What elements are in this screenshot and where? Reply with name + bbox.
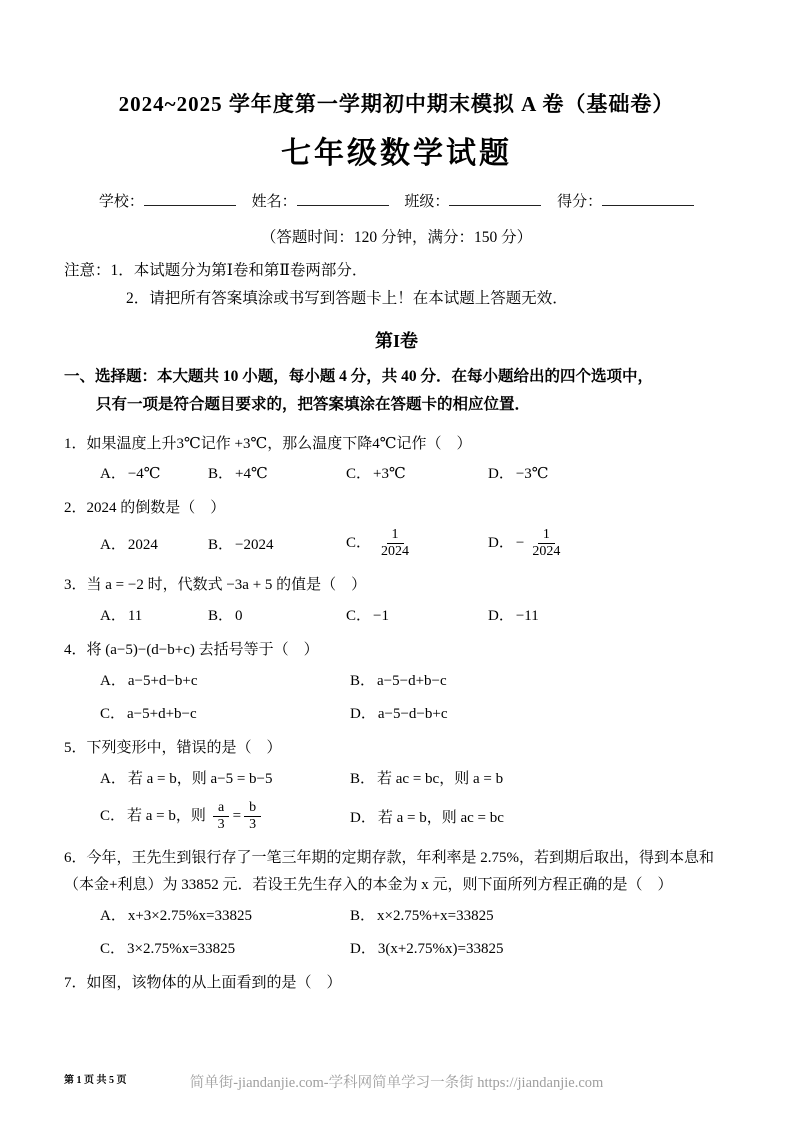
watermark-text: 简单街-jiandanjie.com-学科网简单学习一条街 https://jiandanjie.com bbox=[189, 1075, 604, 1091]
option-text bbox=[515, 527, 568, 560]
option-label: B． bbox=[208, 466, 234, 483]
option-label: A． bbox=[100, 537, 126, 554]
question-3-option-d bbox=[488, 604, 729, 625]
exam-title-line2: 七年级数学试题 bbox=[281, 137, 512, 170]
option-text bbox=[128, 673, 198, 689]
question-1 bbox=[64, 431, 729, 484]
class-field bbox=[404, 190, 541, 211]
option-text-segment: 若 a = b，则 bbox=[127, 807, 210, 824]
option-text-segment: −3℃ bbox=[515, 466, 549, 483]
fraction-numerator: 1 bbox=[538, 527, 555, 544]
fraction bbox=[213, 800, 230, 833]
question-6-option-a bbox=[100, 904, 350, 925]
option-text bbox=[373, 608, 389, 624]
question-6-stem: 6．今年，王先生到银行存了一笔三年期的定期存款，年利率是 2.75%，若到期后取出，得到本息和（本金+利息）为 33852 元．若设王先生存入的本金为 x 元，则下面所列方程正确的是（ ） bbox=[64, 849, 714, 894]
option-text bbox=[378, 706, 448, 722]
question-4-options bbox=[100, 669, 729, 723]
option-text-segment: 3×2.75%x=33825 bbox=[127, 941, 236, 958]
score-blank bbox=[602, 190, 694, 206]
question-2 bbox=[64, 495, 729, 560]
option-label: A． bbox=[100, 908, 126, 925]
option-text-segment: −4℃ bbox=[127, 466, 161, 483]
option-text-segment: 若 a = b，则 ac = bc bbox=[377, 809, 504, 826]
notice-line-2: 2．请把所有答案填涂或书写到答题卡上！在本试题上答题无效． bbox=[126, 289, 568, 307]
section-intro-line-1: 一、选择题：本大题共 10 小题，每小题 4 分，共 40 分．在每小题给出的四个选项中， bbox=[64, 367, 654, 385]
question-2-options bbox=[100, 527, 729, 560]
option-label: C． bbox=[346, 608, 372, 624]
questions bbox=[64, 431, 729, 998]
question-5-option-a bbox=[100, 767, 350, 788]
question-5-option-b bbox=[350, 767, 729, 788]
option-text bbox=[377, 908, 494, 924]
question-6-option-d bbox=[350, 937, 729, 958]
question-6 bbox=[64, 845, 729, 959]
fraction-numerator: 1 bbox=[387, 527, 404, 544]
school-field bbox=[99, 190, 236, 211]
option-text-segment: −11 bbox=[515, 608, 539, 624]
fraction bbox=[527, 527, 565, 560]
option-text-segment: 若 a = b，则 a−5 = b−5 bbox=[127, 770, 273, 787]
option-text bbox=[127, 799, 264, 832]
section-intro-line-2: 只有一项是符合题目要求的，把答案填涂在答题卡的相应位置． bbox=[96, 395, 531, 413]
score-field bbox=[557, 190, 694, 211]
fraction-denominator: 3 bbox=[217, 816, 225, 832]
option-label: A． bbox=[100, 466, 126, 483]
section-intro bbox=[64, 363, 729, 419]
option-text bbox=[127, 941, 235, 957]
option-text-segment: +4℃ bbox=[235, 466, 268, 483]
option-label: C． bbox=[346, 535, 372, 552]
question-1-stem: 1．如果温度上升3℃记作 +3℃，那么温度下降4℃记作（ ） bbox=[64, 435, 472, 452]
student-info-line bbox=[64, 190, 729, 211]
question-5 bbox=[64, 735, 729, 833]
option-label: D． bbox=[488, 466, 514, 483]
option-label: C． bbox=[100, 941, 126, 958]
option-text bbox=[235, 608, 243, 624]
option-text bbox=[373, 466, 406, 482]
option-text-segment: = bbox=[232, 807, 242, 824]
option-text-segment: 若 ac = bc，则 a = b bbox=[377, 770, 504, 787]
option-text bbox=[127, 706, 197, 722]
option-text-segment: x×2.75%+x=33825 bbox=[377, 908, 494, 925]
exam-meta: （答题时间：120 分钟，满分：150 分） bbox=[260, 229, 533, 246]
score-label: 得分： bbox=[557, 194, 603, 210]
option-text-segment: a−5−d+b−c bbox=[377, 672, 447, 689]
question-3-stem: 3．当 a = −2 时，代数式 −3a + 5 的值是（ ） bbox=[64, 577, 367, 594]
option-text-segment: 3(x+2.75%x)=33825 bbox=[377, 941, 504, 958]
option-text-segment: a−5−d−b+c bbox=[377, 705, 448, 722]
name-field bbox=[252, 190, 389, 211]
question-1-option-b bbox=[208, 462, 346, 483]
name-label: 姓名： bbox=[251, 194, 297, 210]
option-label: B． bbox=[350, 908, 376, 925]
exam-title-line1: 2024~2025 学年度第一学期初中期末模拟 A 卷（基础卷） bbox=[118, 92, 675, 116]
option-text bbox=[373, 527, 417, 560]
option-text-segment: x+3×2.75%x=33825 bbox=[127, 908, 252, 925]
notice-line-1: 注意：1．本试题分为第Ⅰ卷和第Ⅱ卷两部分． bbox=[64, 262, 368, 279]
option-label: D． bbox=[350, 705, 376, 722]
question-5-option-d bbox=[350, 806, 729, 827]
question-7 bbox=[64, 970, 729, 998]
option-label: A． bbox=[100, 770, 126, 787]
question-5-stem: 5．下列变形中，错误的是（ ） bbox=[64, 739, 282, 756]
class-label: 班级： bbox=[404, 194, 450, 210]
question-6-options bbox=[100, 904, 729, 958]
option-text bbox=[128, 771, 273, 787]
fraction-denominator: 2024 bbox=[381, 544, 410, 560]
option-text bbox=[516, 466, 549, 482]
question-1-option-a bbox=[100, 462, 208, 483]
option-label: C． bbox=[100, 807, 126, 824]
fraction-numerator: a bbox=[213, 800, 229, 817]
question-7-stem: 7．如图，该物体的从上面看到的是（ ） bbox=[64, 975, 342, 992]
question-2-stem: 2．2024 的倒数是（ ） bbox=[64, 500, 226, 517]
option-label: B． bbox=[208, 537, 234, 554]
option-label: B． bbox=[350, 770, 376, 787]
question-2-option-c bbox=[346, 527, 488, 560]
option-label: D． bbox=[350, 941, 376, 958]
option-text bbox=[378, 941, 504, 957]
question-2-option-b bbox=[208, 533, 346, 554]
question-3 bbox=[64, 572, 729, 625]
question-1-option-d bbox=[488, 462, 729, 483]
option-text-segment: − bbox=[515, 535, 525, 552]
question-4-option-d bbox=[350, 702, 729, 723]
option-text-segment: −2024 bbox=[235, 537, 274, 554]
option-label: A． bbox=[100, 672, 126, 689]
option-label: D． bbox=[488, 608, 514, 624]
option-text-segment: +3℃ bbox=[373, 466, 406, 483]
school-label: 学校： bbox=[98, 194, 144, 210]
fraction-denominator: 2024 bbox=[532, 544, 561, 560]
option-label: B． bbox=[208, 608, 234, 624]
option-text bbox=[378, 810, 504, 826]
question-1-options bbox=[100, 462, 729, 483]
option-text bbox=[377, 771, 503, 787]
name-blank bbox=[297, 190, 389, 206]
question-6-option-b bbox=[350, 904, 729, 925]
class-blank bbox=[449, 190, 541, 206]
question-1-option-c bbox=[346, 462, 488, 483]
option-label: C． bbox=[100, 705, 126, 722]
section-title: 第I卷 bbox=[374, 330, 418, 351]
option-label: A． bbox=[100, 608, 126, 624]
question-3-option-c bbox=[346, 604, 488, 625]
option-text bbox=[128, 908, 252, 924]
fraction-denominator: 3 bbox=[249, 816, 257, 832]
page-number: 第 1 页 共 5 页 bbox=[64, 1075, 127, 1086]
option-label: D． bbox=[488, 535, 514, 552]
option-text-segment: 11 bbox=[127, 608, 143, 624]
question-4-option-b bbox=[350, 669, 729, 690]
question-5-options bbox=[100, 767, 729, 833]
option-label: B． bbox=[350, 672, 376, 689]
option-text-segment: 2024 bbox=[127, 537, 158, 554]
question-4-stem: 4．将 (a−5)−(d−b+c) 去括号等于（ ） bbox=[64, 642, 319, 658]
option-text-segment: a−5+d−b+c bbox=[127, 672, 198, 689]
option-text bbox=[128, 608, 142, 624]
option-label: C． bbox=[346, 466, 372, 483]
question-6-option-c bbox=[100, 937, 350, 958]
question-3-option-b bbox=[208, 604, 346, 625]
question-2-option-d bbox=[488, 527, 729, 560]
school-blank bbox=[144, 190, 236, 206]
notice-block bbox=[64, 257, 729, 313]
question-5-option-c bbox=[100, 800, 350, 833]
option-label: D． bbox=[350, 809, 376, 826]
option-text bbox=[128, 466, 161, 482]
option-text bbox=[128, 537, 158, 553]
option-text-segment: 0 bbox=[235, 608, 243, 624]
question-4-option-c bbox=[100, 702, 350, 723]
question-4 bbox=[64, 637, 729, 723]
option-text bbox=[377, 673, 447, 689]
fraction bbox=[376, 527, 414, 560]
question-3-option-a bbox=[100, 604, 208, 625]
question-2-option-a bbox=[100, 533, 208, 554]
option-text bbox=[235, 537, 273, 553]
fraction bbox=[244, 800, 261, 833]
option-text-segment: a−5+d+b−c bbox=[127, 705, 197, 722]
question-4-option-a bbox=[100, 669, 350, 690]
option-text bbox=[235, 466, 268, 482]
option-text bbox=[516, 608, 539, 624]
option-text-segment: −1 bbox=[373, 608, 389, 624]
question-3-options bbox=[100, 604, 729, 625]
fraction-numerator: b bbox=[244, 800, 261, 817]
